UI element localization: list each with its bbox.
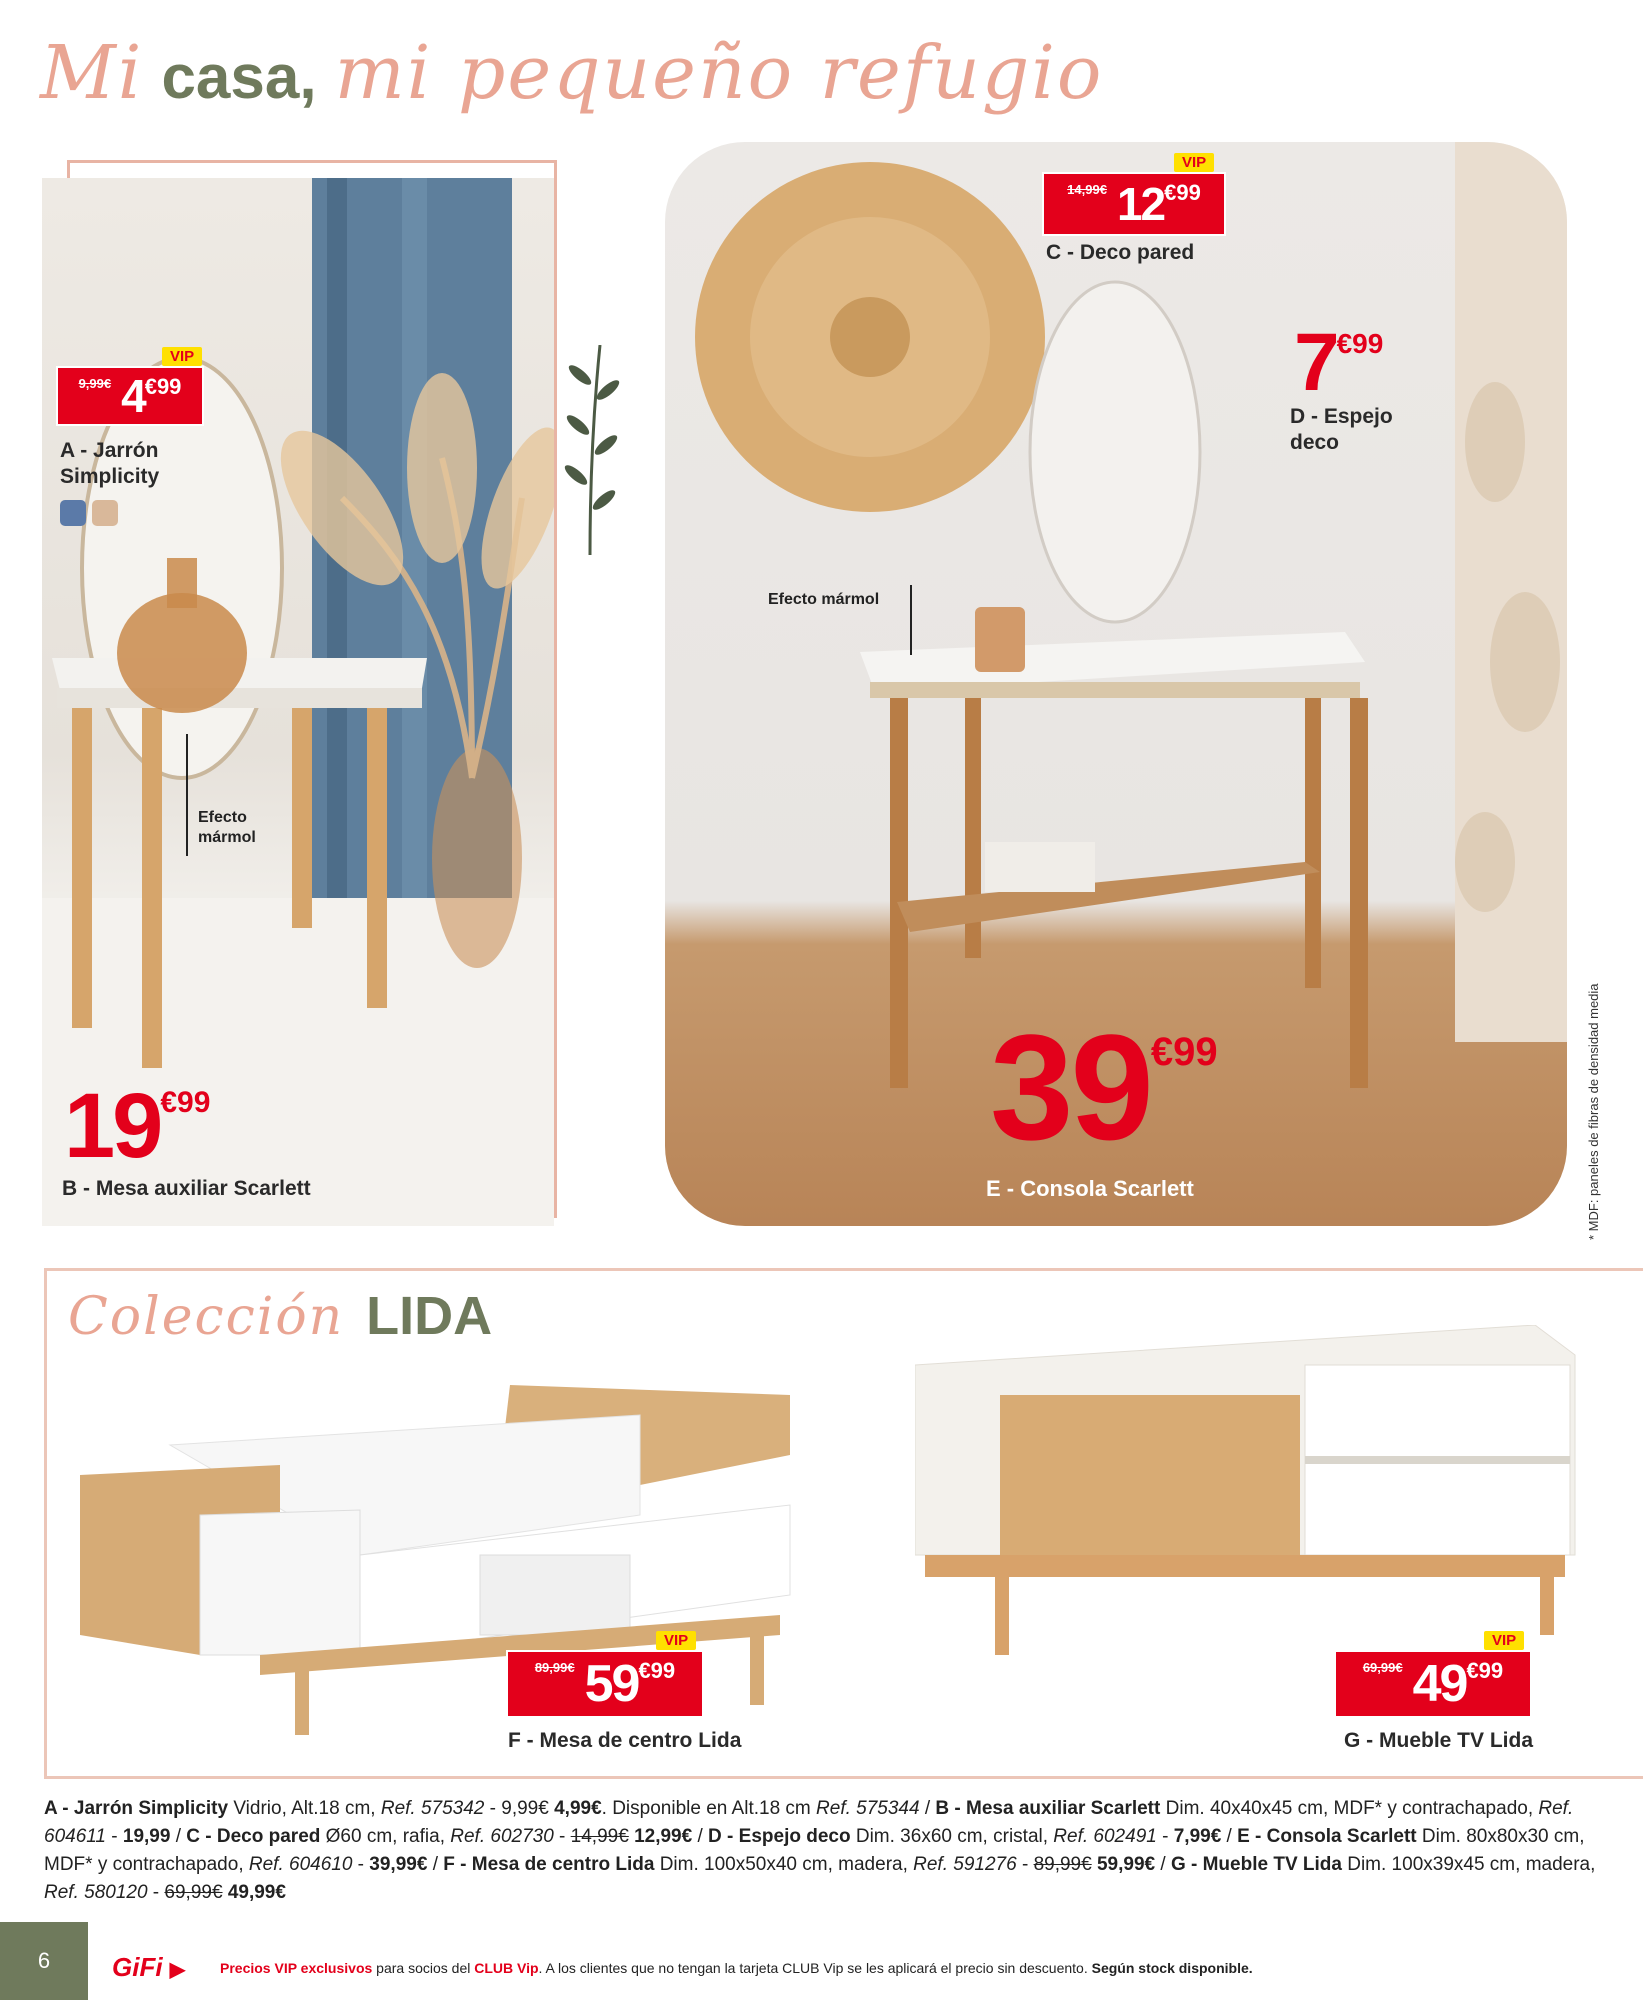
fn-g-old: 69,99€	[164, 1882, 223, 1903]
fn-f-text: Dim. 100x50x40 cm, madera,	[654, 1854, 914, 1875]
price-int-b: 19	[64, 1075, 161, 1177]
fn-sep4: /	[1221, 1826, 1238, 1847]
fn-sep1: /	[919, 1798, 936, 1819]
old-price-g: 69,99€	[1362, 1660, 1403, 1675]
fn-sep3: /	[692, 1826, 709, 1847]
headline-script-2: mi pequeño refugio	[334, 30, 1104, 116]
fn-g-name: G - Mueble TV Lida	[1170, 1854, 1342, 1875]
product-details-footnote	[44, 1795, 1604, 1907]
swatch-beige[interactable]	[92, 500, 118, 526]
fn-g-ref: Ref. 580120	[44, 1882, 148, 1903]
callout-marble-left	[198, 808, 256, 848]
old-price-f: 89,99€	[534, 1660, 575, 1675]
fn-c-price: 12,99€	[634, 1826, 693, 1847]
price-int-c: 12	[1116, 178, 1165, 230]
fn-b-ref: Ref. 604611	[44, 1798, 1574, 1847]
fn-c-dash: -	[553, 1826, 571, 1847]
price-d	[1294, 317, 1384, 408]
fn-e-price: 39,99€	[369, 1854, 428, 1875]
fn-a-old: - 9,99€	[484, 1798, 555, 1819]
price-e	[990, 1003, 1218, 1171]
fn-g-price: 49,99€	[227, 1882, 286, 1903]
footer-club: CLUB Vip	[474, 1960, 539, 1976]
fn-c-name: C - Deco pared	[186, 1826, 321, 1847]
fn-a-text2: . Disponible en Alt.18 cm	[601, 1798, 817, 1819]
label-d-line1: D - Espejo	[1290, 405, 1393, 428]
callout-line-left	[186, 734, 188, 856]
fn-f-price: 59,99€	[1096, 1854, 1156, 1875]
footer-disclaimer	[220, 1960, 1253, 1976]
page-number: 6	[0, 1922, 88, 2000]
price-int-f: 59	[584, 1655, 639, 1713]
price-dec-e: €99	[1150, 1030, 1218, 1074]
label-a-line1: A - Jarrón	[60, 439, 159, 462]
fn-d-dash: -	[1156, 1826, 1174, 1847]
price-dec-c: €99	[1164, 180, 1201, 205]
price-int-a: 4	[121, 370, 145, 422]
fn-f-ref: Ref. 591276	[913, 1854, 1017, 1875]
collection-script: Colección	[68, 1287, 345, 1347]
label-e: E - Consola Scarlett	[986, 1176, 1194, 1201]
footer-vip-bold: Precios VIP exclusivos	[220, 1960, 373, 1976]
gifi-logo	[112, 1952, 185, 1983]
fn-d-ref: Ref. 602491	[1053, 1826, 1157, 1847]
footer-text1: para socios del	[372, 1960, 475, 1976]
fn-a-ref: Ref. 575342	[380, 1798, 485, 1819]
fn-sep2: /	[170, 1826, 187, 1847]
old-price-a: 9,99€	[78, 376, 112, 391]
collection-name: LIDA	[366, 1286, 493, 1346]
price-box-g	[1336, 1652, 1530, 1716]
fn-d-name: D - Espejo deco	[708, 1826, 851, 1847]
collection-title	[68, 1285, 510, 1347]
label-b: B - Mesa auxiliar Scarlett	[62, 1177, 311, 1200]
callout-line-right	[910, 585, 912, 655]
fn-g-text: Dim. 100x39x45 cm, madera,	[1341, 1854, 1596, 1875]
fn-b-name: B - Mesa auxiliar Scarlett	[935, 1798, 1161, 1819]
label-a	[60, 438, 159, 490]
label-a-line2: Simplicity	[60, 465, 160, 488]
fn-c-old: 14,99€	[570, 1826, 629, 1847]
price-tag-c	[1044, 156, 1224, 234]
fn-a-text: Vidrio, Alt.18 cm,	[228, 1798, 381, 1819]
fn-d-price: 7,99€	[1173, 1826, 1222, 1847]
footer-text2: . A los clientes que no tengan la tarjeta CLUB Vip se les aplicará el precio sin descuento.	[538, 1960, 1092, 1976]
side-table-scene-illustration	[42, 178, 554, 1226]
swatch-blue[interactable]	[60, 500, 86, 526]
price-b	[64, 1075, 211, 1177]
fn-e-ref: Ref. 604610	[248, 1854, 353, 1875]
brand-name: GiFi	[112, 1952, 163, 1982]
price-int-d: 7	[1294, 317, 1337, 408]
fn-e-dash: -	[352, 1854, 370, 1875]
tv-unit-illustration	[915, 1325, 1585, 1665]
label-d	[1290, 404, 1393, 456]
fn-a-name: A - Jarrón Simplicity	[44, 1798, 229, 1819]
fn-sep5: /	[427, 1854, 444, 1875]
headline-script-1: Mi	[40, 30, 144, 116]
fn-f-old: 89,99€	[1033, 1854, 1092, 1875]
fn-b-dash: -	[106, 1826, 123, 1847]
price-dec-d: €99	[1336, 328, 1384, 359]
vip-badge-f: VIP	[656, 1631, 696, 1650]
leaf-icon	[560, 345, 620, 555]
fn-c-text: Ø60 cm, rafia,	[320, 1826, 451, 1847]
old-price-c: 14,99€	[1067, 182, 1107, 197]
callout-left-line1: Efecto	[198, 809, 247, 826]
color-swatches-a	[60, 500, 118, 526]
headline	[40, 30, 1103, 140]
fn-d-text: Dim. 36x60 cm, cristal,	[850, 1826, 1054, 1847]
play-arrow-icon: ▶	[169, 1959, 186, 1981]
callout-left-line2: mármol	[198, 829, 256, 846]
fn-b-text: Dim. 40x40x45 cm, MDF* y contrachapado,	[1160, 1798, 1539, 1819]
label-d-line2: deco	[1290, 431, 1340, 454]
price-box-c	[1044, 174, 1224, 234]
fn-sep6: /	[1155, 1854, 1171, 1875]
footer-stock: Según stock disponible.	[1091, 1960, 1253, 1976]
fn-f-dash: -	[1016, 1854, 1034, 1875]
vip-badge-a: VIP	[162, 347, 202, 366]
label-g: G - Mueble TV Lida	[1344, 1729, 1534, 1752]
price-tag-g	[1336, 1634, 1530, 1716]
price-tag-a	[58, 350, 202, 424]
vip-badge-c: VIP	[1174, 153, 1214, 172]
left-product-photo	[42, 178, 554, 1226]
callout-marble-right: Efecto mármol	[768, 591, 880, 608]
fn-g-dash: -	[147, 1882, 165, 1903]
price-box-a	[58, 368, 202, 424]
fn-e-text: Dim. 80x80x30 cm, MDF* y contrachapado,	[44, 1826, 1585, 1875]
fn-f-name: F - Mesa de centro Lida	[443, 1854, 655, 1875]
price-dec-f: €99	[638, 1658, 676, 1683]
mdf-note: * MDF: paneles de fibras de densidad media	[1586, 983, 1601, 1240]
price-dec-b: €99	[160, 1086, 211, 1119]
price-int-g: 49	[1412, 1655, 1467, 1713]
fn-c-ref: Ref. 602730	[450, 1826, 554, 1847]
label-c: C - Deco pared	[1046, 241, 1195, 264]
label-f: F - Mesa de centro Lida	[508, 1729, 742, 1752]
price-dec-g: €99	[1466, 1658, 1504, 1683]
vip-badge-g: VIP	[1484, 1631, 1524, 1650]
fn-a-price: 4,99€	[554, 1798, 602, 1819]
price-tag-f	[508, 1634, 702, 1716]
headline-bold: casa,	[161, 43, 317, 112]
price-dec-a: €99	[144, 374, 182, 399]
fn-b-price: 19,99	[122, 1826, 171, 1847]
fn-e-name: E - Consola Scarlett	[1237, 1826, 1417, 1847]
price-int-e: 39	[990, 1003, 1151, 1171]
fn-a-ref2: Ref. 575344	[816, 1798, 920, 1819]
price-box-f	[508, 1652, 702, 1716]
